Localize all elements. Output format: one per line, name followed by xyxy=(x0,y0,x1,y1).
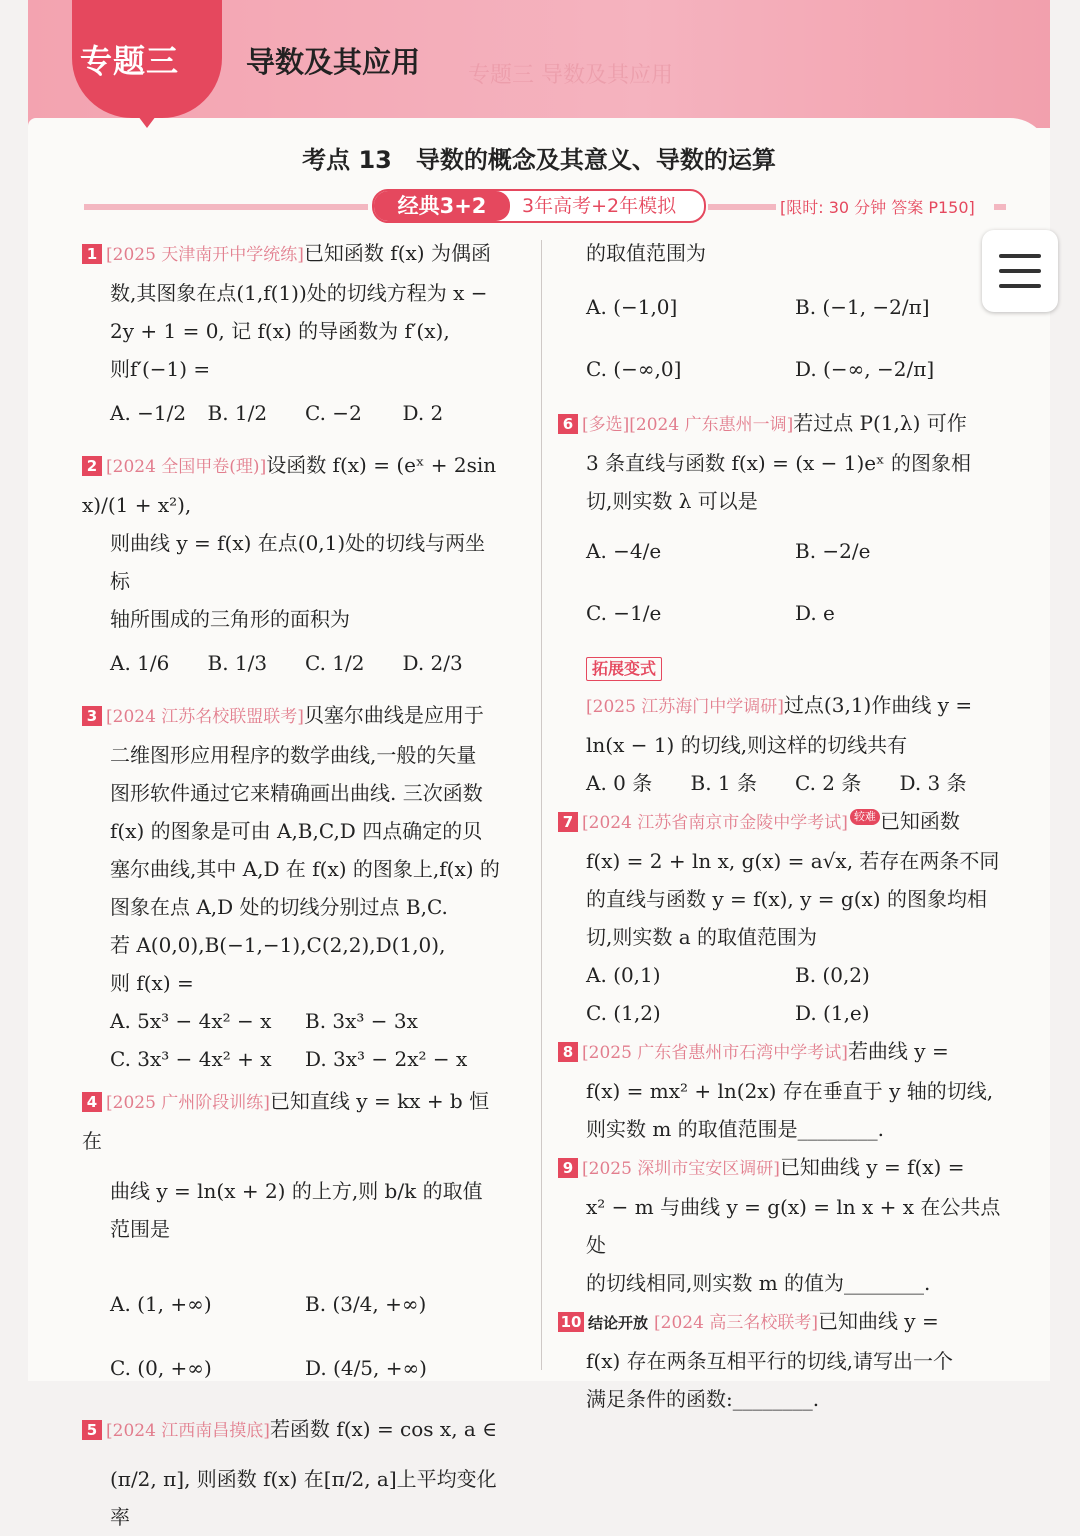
option: C. −1/e xyxy=(586,601,662,625)
question-number: 7 xyxy=(558,812,578,832)
option: B. 1/3 xyxy=(207,651,268,675)
menu-line xyxy=(999,254,1041,258)
option: D. (1,e) xyxy=(795,1001,870,1025)
question-text: ln(x − 1) 的切线,则这样的切线共有 xyxy=(586,733,908,757)
option: B. 1 条 xyxy=(690,771,757,795)
question-text: f(x) 存在两条互相平行的切线,请写出一个 xyxy=(586,1349,954,1373)
option: A. (−1,0] xyxy=(586,295,678,319)
open-ended-tag: 结论开放 xyxy=(588,1314,649,1332)
option: B. 1/2 xyxy=(207,401,268,425)
option: A. 1/6 xyxy=(110,651,170,675)
question-text: 已知曲线 y = f(x) = xyxy=(779,1155,965,1179)
question-source: [2024 江苏省南京市金陵中学考试] xyxy=(582,813,848,833)
question-source: [2024 江苏名校联盟联考] xyxy=(106,707,304,727)
question-text: 若曲线 y = xyxy=(847,1039,949,1063)
bleed-through-text: 专题三 导数及其应用 xyxy=(468,63,673,88)
hamburger-menu-icon[interactable] xyxy=(982,230,1058,312)
question-text: (π/2, π], 则函数 f(x) 在[π/2, a]上平均变化率 xyxy=(110,1467,497,1529)
question-9 xyxy=(558,1148,1004,1188)
option: D. e xyxy=(795,601,835,625)
option: C. 1/2 xyxy=(305,651,365,675)
question-number: 3 xyxy=(82,706,102,726)
question-text: 二维图形应用程序的数学曲线,一般的矢量 xyxy=(110,743,477,767)
point-title xyxy=(28,140,1050,175)
question-text: 设函数 f(x) = (eˣ + 2sin x)/(1 + x²), xyxy=(82,453,497,517)
point-title-text: 导数的概念及其意义、导数的运算 xyxy=(415,146,776,174)
option: D. (4/5, +∞) xyxy=(305,1356,427,1380)
option: A. 0 条 xyxy=(586,771,653,795)
options-q1 xyxy=(82,394,500,432)
option: B. (3/4, +∞) xyxy=(305,1292,427,1316)
question-text: f(x) 的图象是可由 A,B,C,D 四点确定的贝 xyxy=(110,819,483,843)
question-6 xyxy=(558,404,1004,444)
question-number: 6 xyxy=(558,414,578,434)
question-text: 的取值范围为 xyxy=(586,241,706,265)
question-number: 2 xyxy=(82,456,102,476)
chapter-title: 导数及其应用 xyxy=(246,45,421,79)
option: B. −2/e xyxy=(795,539,871,563)
rule-left xyxy=(84,204,368,210)
option: D. 2 xyxy=(402,401,444,425)
question-text: 若 A(0,0),B(−1,−1),C(2,2),D(1,0), xyxy=(110,933,446,957)
option: C. (1,2) xyxy=(586,1001,661,1025)
question-source: [2025 深圳市宝安区调研] xyxy=(582,1159,780,1179)
chapter-label: 专题三 xyxy=(80,42,180,80)
question-2 xyxy=(82,446,500,524)
question-text: 则f′(−1) = xyxy=(110,357,211,381)
option: A. (1, +∞) xyxy=(110,1292,212,1316)
extension-block xyxy=(558,648,1004,686)
question-text: f(x) = mx² + ln(2x) 存在垂直于 y 轴的切线, xyxy=(586,1079,994,1103)
column-divider xyxy=(541,240,542,1370)
question-text: 满足条件的函数:________. xyxy=(586,1387,820,1411)
rule-mid xyxy=(708,204,776,210)
difficulty-tag: 较难 xyxy=(850,809,880,825)
question-source: [2024 江西南昌摸底] xyxy=(106,1421,270,1441)
question-text: 过点(3,1)作曲线 y = xyxy=(783,693,973,717)
option: C. (0, +∞) xyxy=(110,1356,212,1380)
question-1 xyxy=(82,234,500,274)
option: C. −2 xyxy=(305,401,362,425)
option: D. 3 条 xyxy=(899,771,967,795)
question-text: x² − m 与曲线 y = g(x) = ln x + x 在公共点处 xyxy=(586,1195,1001,1257)
option: D. (−∞, −2/π] xyxy=(795,357,935,381)
question-number: 10 xyxy=(558,1312,584,1332)
option: A. −4/e xyxy=(586,539,662,563)
option: A. 5x³ − 4x² − x xyxy=(110,1009,272,1033)
question-text: 若过点 P(1,λ) 可作 xyxy=(793,411,967,435)
options-q7 xyxy=(558,956,1004,1032)
chapter-tab-tip xyxy=(138,116,156,128)
question-source: [2024 高三名校联考] xyxy=(654,1313,818,1333)
question-text: 3 条直线与函数 f(x) = (x − 1)eˣ 的图象相 xyxy=(586,451,971,475)
question-4 xyxy=(82,1082,500,1160)
question-number: 8 xyxy=(558,1042,578,1062)
options-q6 xyxy=(558,520,1004,644)
question-3 xyxy=(82,696,500,736)
question-text: 切,则实数 λ 可以是 xyxy=(586,489,758,513)
question-source: [2025 江苏海门中学调研] xyxy=(586,697,784,717)
question-text: f(x) = 2 + ln x, g(x) = a√x, 若存在两条不同 xyxy=(586,849,1000,873)
menu-line xyxy=(999,269,1041,273)
question-5 xyxy=(82,1410,500,1450)
question-text: 则 f(x) = xyxy=(110,971,194,995)
point-number: 考点 13 xyxy=(302,146,392,174)
option: A. −1/2 xyxy=(110,401,187,425)
question-8 xyxy=(558,1032,1004,1072)
question-text: 则曲线 y = f(x) 在点(0,1)处的切线与两坐标 xyxy=(110,531,486,593)
question-number: 4 xyxy=(82,1092,102,1112)
menu-line xyxy=(999,284,1041,288)
question-source: [2025 广州阶段训练] xyxy=(106,1093,270,1113)
question-7 xyxy=(558,802,1004,842)
question-number: 9 xyxy=(558,1158,578,1178)
question-text: 2y + 1 = 0, 记 f(x) 的导函数为 f′(x), xyxy=(110,319,450,343)
badge-main: 经典3+2 xyxy=(374,191,510,221)
timing-note: [限时: 30 分钟 答案 P150] xyxy=(780,198,975,217)
section-badge xyxy=(372,189,706,223)
question-text: 已知函数 xyxy=(879,809,960,833)
question-text: 轴所围成的三角形的面积为 xyxy=(110,607,350,631)
question-text: 的直线与函数 y = f(x), y = g(x) 的图象均相 xyxy=(586,887,987,911)
question-10 xyxy=(558,1302,1004,1342)
options-q5 xyxy=(558,276,1004,400)
option: C. (−∞,0] xyxy=(586,357,682,381)
right-column xyxy=(558,234,1004,1418)
rule-right xyxy=(994,204,1006,210)
question-source: [2024 全国甲卷(理)] xyxy=(106,457,267,477)
question-source: [多选][2024 广东惠州一调] xyxy=(582,415,794,435)
option: B. (0,2) xyxy=(795,963,870,987)
question-number: 1 xyxy=(82,244,102,264)
question-text: 贝塞尔曲线是应用于 xyxy=(303,703,484,727)
question-text: 曲线 y = ln(x + 2) 的上方,则 b/k 的取值范围是 xyxy=(110,1179,483,1241)
option: A. (0,1) xyxy=(586,963,661,987)
question-source: [2025 天津南开中学统练] xyxy=(106,245,304,265)
option: C. 2 条 xyxy=(795,771,862,795)
question-text: 图形软件通过它来精确画出曲线. 三次函数 xyxy=(110,781,483,805)
options-ext xyxy=(558,764,1004,802)
option: B. 3x³ − 3x xyxy=(305,1009,418,1033)
option: B. (−1, −2/π] xyxy=(795,295,930,319)
options-q2 xyxy=(82,644,500,682)
question-source: [2025 广东省惠州市石湾中学考试] xyxy=(582,1043,848,1063)
badge-sub: 3年高考+2年模拟 xyxy=(522,195,677,217)
question-text: 塞尔曲线,其中 A,D 在 f(x) 的图象上,f(x) 的 xyxy=(110,857,500,881)
question-text: 数,其图象在点(1,f(1))处的切线方程为 x − xyxy=(110,281,488,305)
question-number: 5 xyxy=(82,1420,102,1440)
extension-question xyxy=(558,686,1004,726)
question-text: 切,则实数 a 的取值范围为 xyxy=(586,925,817,949)
question-text: 则实数 m 的取值范围是________. xyxy=(586,1117,885,1141)
option: D. 3x³ − 2x² − x xyxy=(305,1047,468,1071)
question-text: 若函数 f(x) = cos x, a ∈ xyxy=(269,1417,497,1441)
option: D. 2/3 xyxy=(402,651,463,675)
extension-label: 拓展变式 xyxy=(586,657,662,681)
question-text: 的切线相同,则实数 m 的值为________. xyxy=(586,1271,931,1295)
options-q3 xyxy=(82,1002,500,1078)
question-text: 图象在点 A,D 处的切线分别过点 B,C. xyxy=(110,895,448,919)
option: C. 3x³ − 4x² + x xyxy=(110,1047,272,1071)
left-column xyxy=(82,234,500,1536)
question-text: 已知直线 y = kx + b 恒在 xyxy=(82,1089,490,1153)
question-text: 已知曲线 y = xyxy=(817,1309,939,1333)
question-text: 已知函数 f(x) 为偶函 xyxy=(303,241,491,265)
